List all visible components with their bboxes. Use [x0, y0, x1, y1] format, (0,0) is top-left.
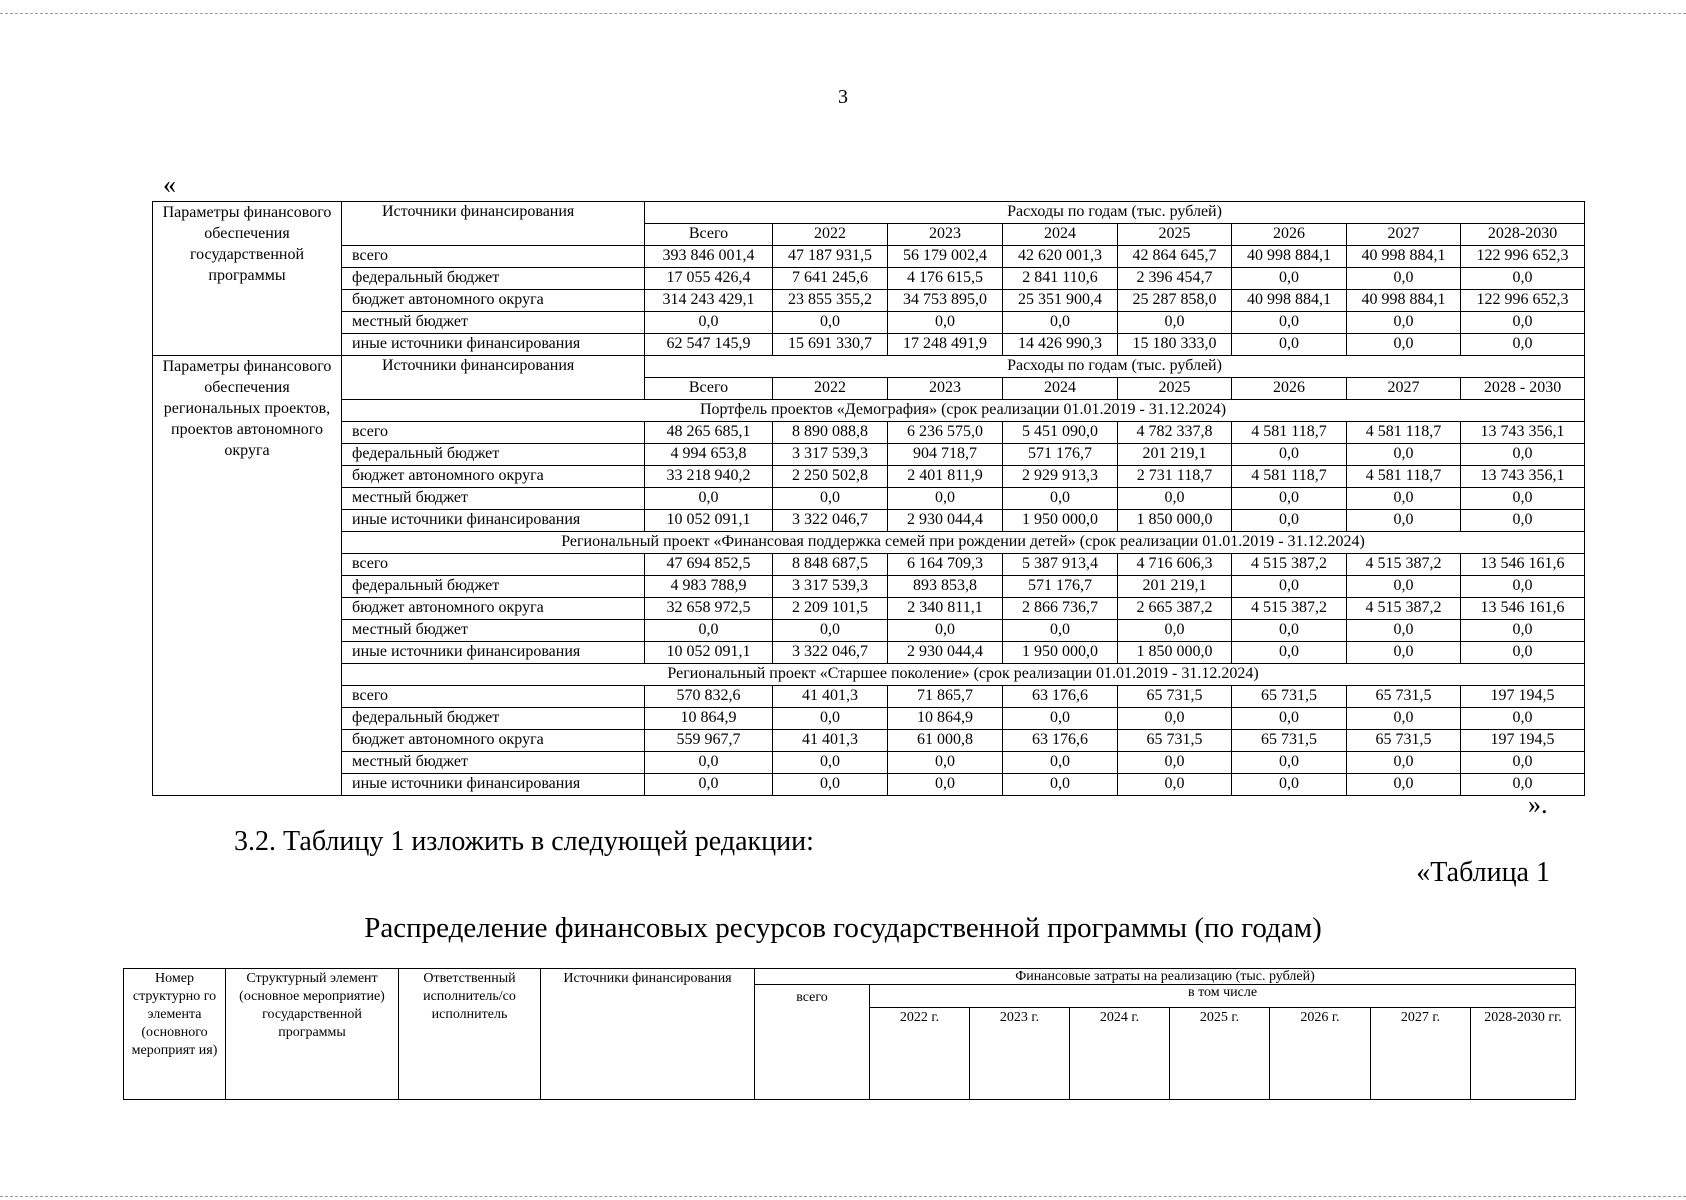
source-label: федеральный бюджет	[342, 268, 645, 290]
value-cell: 63 176,6	[1003, 686, 1118, 708]
table-row	[153, 488, 1585, 510]
table-row	[153, 752, 1585, 774]
value-cell: 0,0	[1461, 268, 1585, 290]
project-title: Региональный проект «Старшее поколение» (срок реализации 01.01.2019 - 31.12.2024)	[342, 664, 1585, 686]
value-cell: 41 401,3	[773, 730, 888, 752]
value-cell: 0,0	[1461, 444, 1585, 466]
col-costs-header: Финансовые затраты на реализацию (тыс. рублей)	[755, 969, 1576, 985]
value-cell: 893 853,8	[888, 576, 1003, 598]
instruction-text: 3.2. Таблицу 1 изложить в следующей редакции:	[234, 826, 814, 857]
value-cell: 13 546 161,6	[1461, 598, 1585, 620]
col-including-header: в том числе	[870, 985, 1576, 1008]
value-cell: 17 248 491,9	[888, 334, 1003, 356]
table-row	[153, 422, 1585, 444]
section1-year-header: 2023	[888, 224, 1003, 246]
value-cell: 4 994 653,8	[645, 444, 773, 466]
value-cell: 0,0	[1232, 510, 1347, 532]
table-row	[153, 466, 1585, 488]
source-label: федеральный бюджет	[342, 708, 645, 730]
section2-year-header: 2028 - 2030	[1461, 378, 1585, 400]
value-cell: 0,0	[1232, 312, 1347, 334]
value-cell: 0,0	[1347, 488, 1461, 510]
value-cell: 0,0	[1347, 620, 1461, 642]
value-cell: 2 929 913,3	[1003, 466, 1118, 488]
value-cell: 2 250 502,8	[773, 466, 888, 488]
value-cell: 0,0	[1118, 752, 1232, 774]
section1-param-label: Параметры финансового обеспечения государственной программы	[153, 202, 342, 356]
col-responsible-header: Ответственный исполнитель/со исполнитель	[399, 969, 541, 1100]
value-cell: 5 387 913,4	[1003, 554, 1118, 576]
value-cell: 4 983 788,9	[645, 576, 773, 598]
value-cell: 0,0	[1232, 334, 1347, 356]
value-cell: 13 743 356,1	[1461, 422, 1585, 444]
value-cell: 1 950 000,0	[1003, 510, 1118, 532]
value-cell: 4 515 387,2	[1232, 554, 1347, 576]
table-row	[153, 246, 1585, 268]
value-cell: 3 322 046,7	[773, 510, 888, 532]
value-cell: 0,0	[1347, 752, 1461, 774]
financing-parameters-table	[152, 201, 1585, 796]
project-title: Региональный проект «Финансовая поддержка семей при рождении детей» (срок реализации 01.01.2019 - 31.12.2024)	[342, 532, 1585, 554]
section1-year-header: 2022	[773, 224, 888, 246]
value-cell: 0,0	[1461, 576, 1585, 598]
value-cell: 197 194,5	[1461, 730, 1585, 752]
value-cell: 2 930 044,4	[888, 642, 1003, 664]
value-cell: 4 716 606,3	[1118, 554, 1232, 576]
table-row	[153, 312, 1585, 334]
value-cell: 65 731,5	[1118, 686, 1232, 708]
value-cell: 13 546 161,6	[1461, 554, 1585, 576]
table-number-label: «Таблица 1	[1416, 857, 1550, 888]
value-cell: 0,0	[1232, 642, 1347, 664]
value-cell: 570 832,6	[645, 686, 773, 708]
value-cell: 559 967,7	[645, 730, 773, 752]
value-cell: 571 176,7	[1003, 576, 1118, 598]
table-row	[153, 620, 1585, 642]
value-cell: 8 848 687,5	[773, 554, 888, 576]
value-cell: 0,0	[1118, 620, 1232, 642]
value-cell: 0,0	[1003, 774, 1118, 796]
value-cell: 0,0	[1347, 312, 1461, 334]
value-cell: 0,0	[1347, 576, 1461, 598]
value-cell: 34 753 895,0	[888, 290, 1003, 312]
value-cell: 0,0	[1003, 312, 1118, 334]
value-cell: 4 581 118,7	[1347, 466, 1461, 488]
source-label: всего	[342, 554, 645, 576]
value-cell: 314 243 429,1	[645, 290, 773, 312]
col-element-header: Структурный элемент (основное мероприятие) государственной программы	[226, 969, 399, 1100]
value-cell: 0,0	[1461, 642, 1585, 664]
section2-year-header: 2027	[1347, 378, 1461, 400]
value-cell: 3 322 046,7	[773, 642, 888, 664]
distribution-table-header	[123, 968, 1576, 1100]
page-number: 3	[838, 86, 848, 108]
value-cell: 62 547 145,9	[645, 334, 773, 356]
value-cell: 3 317 539,3	[773, 576, 888, 598]
value-cell: 2 866 736,7	[1003, 598, 1118, 620]
table-row	[153, 642, 1585, 664]
value-cell: 0,0	[1347, 708, 1461, 730]
section1-year-header: 2024	[1003, 224, 1118, 246]
section2-year-header: 2024	[1003, 378, 1118, 400]
value-cell: 0,0	[773, 774, 888, 796]
source-label: бюджет автономного округа	[342, 598, 645, 620]
table-row	[153, 268, 1585, 290]
value-cell: 61 000,8	[888, 730, 1003, 752]
value-cell: 4 515 387,2	[1347, 598, 1461, 620]
source-label: всего	[342, 422, 645, 444]
value-cell: 48 265 685,1	[645, 422, 773, 444]
value-cell: 42 864 645,7	[1118, 246, 1232, 268]
source-label: иные источники финансирования	[342, 510, 645, 532]
col-number-header: Номер структурно го элемента (основного мероприят ия)	[124, 969, 226, 1100]
table-row	[153, 708, 1585, 730]
value-cell: 0,0	[888, 752, 1003, 774]
value-cell: 0,0	[1461, 312, 1585, 334]
value-cell: 10 864,9	[888, 708, 1003, 730]
value-cell: 0,0	[1003, 488, 1118, 510]
value-cell: 0,0	[645, 488, 773, 510]
source-label: бюджет автономного округа	[342, 290, 645, 312]
table-row	[153, 686, 1585, 708]
project-title: Портфель проектов «Демография» (срок реализации 01.01.2019 - 31.12.2024)	[342, 400, 1585, 422]
value-cell: 0,0	[1347, 642, 1461, 664]
value-cell: 0,0	[1232, 268, 1347, 290]
value-cell: 47 694 852,5	[645, 554, 773, 576]
value-cell: 0,0	[1461, 334, 1585, 356]
section1-year-header: 2028-2030	[1461, 224, 1585, 246]
section2-param-label: Параметры финансового обеспечения региональных проектов, проектов автономного округа	[153, 356, 342, 796]
value-cell: 0,0	[1118, 488, 1232, 510]
value-cell: 65 731,5	[1347, 730, 1461, 752]
year-column-header: 2028-2030 гг.	[1471, 1008, 1576, 1100]
value-cell: 65 731,5	[1232, 686, 1347, 708]
value-cell: 0,0	[1461, 708, 1585, 730]
value-cell: 0,0	[888, 312, 1003, 334]
value-cell: 10 864,9	[645, 708, 773, 730]
value-cell: 40 998 884,1	[1232, 246, 1347, 268]
value-cell: 3 317 539,3	[773, 444, 888, 466]
year-column-header: 2023 г.	[970, 1008, 1070, 1100]
value-cell: 1 850 000,0	[1118, 642, 1232, 664]
section1-year-header: Всего	[645, 224, 773, 246]
value-cell: 0,0	[1347, 774, 1461, 796]
value-cell: 0,0	[1003, 752, 1118, 774]
value-cell: 571 176,7	[1003, 444, 1118, 466]
section1-expenses-header: Расходы по годам (тыс. рублей)	[645, 202, 1585, 224]
source-label: иные источники финансирования	[342, 642, 645, 664]
value-cell: 122 996 652,3	[1461, 290, 1585, 312]
value-cell: 40 998 884,1	[1347, 246, 1461, 268]
source-label: иные источники финансирования	[342, 334, 645, 356]
value-cell: 0,0	[1003, 620, 1118, 642]
section2-year-header: 2026	[1232, 378, 1347, 400]
value-cell: 25 351 900,4	[1003, 290, 1118, 312]
section1-sources-header: Источники финансирования	[342, 202, 645, 246]
value-cell: 42 620 001,3	[1003, 246, 1118, 268]
section2-year-header: Всего	[645, 378, 773, 400]
value-cell: 23 855 355,2	[773, 290, 888, 312]
value-cell: 0,0	[773, 752, 888, 774]
table-row	[153, 444, 1585, 466]
value-cell: 0,0	[1347, 444, 1461, 466]
col-sources-header: Источники финансирования	[541, 969, 755, 1100]
source-label: всего	[342, 686, 645, 708]
value-cell: 5 451 090,0	[1003, 422, 1118, 444]
value-cell: 65 731,5	[1347, 686, 1461, 708]
value-cell: 0,0	[1461, 620, 1585, 642]
table-row	[153, 598, 1585, 620]
value-cell: 0,0	[1003, 708, 1118, 730]
value-cell: 7 641 245,6	[773, 268, 888, 290]
value-cell: 32 658 972,5	[645, 598, 773, 620]
source-label: федеральный бюджет	[342, 444, 645, 466]
value-cell: 0,0	[645, 774, 773, 796]
value-cell: 393 846 001,4	[645, 246, 773, 268]
value-cell: 2 841 110,6	[1003, 268, 1118, 290]
source-label: бюджет автономного округа	[342, 730, 645, 752]
value-cell: 0,0	[645, 620, 773, 642]
table-row	[153, 510, 1585, 532]
value-cell: 0,0	[1232, 620, 1347, 642]
value-cell: 0,0	[773, 312, 888, 334]
value-cell: 10 052 091,1	[645, 642, 773, 664]
value-cell: 2 731 118,7	[1118, 466, 1232, 488]
value-cell: 2 209 101,5	[773, 598, 888, 620]
value-cell: 0,0	[1118, 774, 1232, 796]
year-column-header: 2025 г.	[1170, 1008, 1270, 1100]
value-cell: 10 052 091,1	[645, 510, 773, 532]
table-row	[153, 576, 1585, 598]
value-cell: 4 581 118,7	[1232, 422, 1347, 444]
value-cell: 65 731,5	[1232, 730, 1347, 752]
source-label: бюджет автономного округа	[342, 466, 645, 488]
year-column-header: 2027 г.	[1371, 1008, 1471, 1100]
section1-year-header: 2027	[1347, 224, 1461, 246]
value-cell: 1 950 000,0	[1003, 642, 1118, 664]
value-cell: 17 055 426,4	[645, 268, 773, 290]
value-cell: 4 515 387,2	[1232, 598, 1347, 620]
value-cell: 47 187 931,5	[773, 246, 888, 268]
opening-quote: «	[163, 170, 176, 199]
value-cell: 14 426 990,3	[1003, 334, 1118, 356]
value-cell: 2 930 044,4	[888, 510, 1003, 532]
value-cell: 40 998 884,1	[1347, 290, 1461, 312]
value-cell: 201 219,1	[1118, 444, 1232, 466]
section2-year-header: 2022	[773, 378, 888, 400]
value-cell: 4 581 118,7	[1347, 422, 1461, 444]
value-cell: 0,0	[773, 488, 888, 510]
section1-year-header: 2026	[1232, 224, 1347, 246]
section2-expenses-header: Расходы по годам (тыс. рублей)	[645, 356, 1585, 378]
value-cell: 122 996 652,3	[1461, 246, 1585, 268]
value-cell: 0,0	[888, 774, 1003, 796]
value-cell: 4 782 337,8	[1118, 422, 1232, 444]
value-cell: 0,0	[888, 620, 1003, 642]
section2-year-header: 2025	[1118, 378, 1232, 400]
scan-edge-bottom	[0, 1196, 1686, 1197]
value-cell: 0,0	[888, 488, 1003, 510]
value-cell: 15 691 330,7	[773, 334, 888, 356]
value-cell: 0,0	[1461, 510, 1585, 532]
value-cell: 40 998 884,1	[1232, 290, 1347, 312]
scan-edge-top	[0, 13, 1686, 14]
value-cell: 41 401,3	[773, 686, 888, 708]
value-cell: 0,0	[1232, 488, 1347, 510]
value-cell: 2 396 454,7	[1118, 268, 1232, 290]
value-cell: 6 164 709,3	[888, 554, 1003, 576]
value-cell: 25 287 858,0	[1118, 290, 1232, 312]
section2-sources-header: Источники финансирования	[342, 356, 645, 400]
value-cell: 0,0	[773, 620, 888, 642]
value-cell: 13 743 356,1	[1461, 466, 1585, 488]
value-cell: 904 718,7	[888, 444, 1003, 466]
value-cell: 0,0	[1118, 708, 1232, 730]
value-cell: 15 180 333,0	[1118, 334, 1232, 356]
value-cell: 0,0	[1118, 312, 1232, 334]
col-total-header: всего	[755, 985, 870, 1100]
year-column-header: 2024 г.	[1070, 1008, 1170, 1100]
value-cell: 0,0	[1461, 774, 1585, 796]
value-cell: 0,0	[1232, 708, 1347, 730]
closing-quote: ».	[1528, 790, 1548, 819]
value-cell: 56 179 002,4	[888, 246, 1003, 268]
value-cell: 0,0	[645, 312, 773, 334]
value-cell: 201 219,1	[1118, 576, 1232, 598]
value-cell: 197 194,5	[1461, 686, 1585, 708]
value-cell: 2 340 811,1	[888, 598, 1003, 620]
value-cell: 0,0	[1232, 576, 1347, 598]
source-label: местный бюджет	[342, 488, 645, 510]
source-label: местный бюджет	[342, 312, 645, 334]
table-row	[153, 554, 1585, 576]
table-row	[153, 774, 1585, 796]
section1-year-header: 2025	[1118, 224, 1232, 246]
year-column-header: 2022 г.	[870, 1008, 970, 1100]
value-cell: 8 890 088,8	[773, 422, 888, 444]
source-label: местный бюджет	[342, 752, 645, 774]
value-cell: 1 850 000,0	[1118, 510, 1232, 532]
value-cell: 0,0	[1461, 488, 1585, 510]
value-cell: 0,0	[773, 708, 888, 730]
source-label: федеральный бюджет	[342, 576, 645, 598]
value-cell: 0,0	[1232, 444, 1347, 466]
value-cell: 63 176,6	[1003, 730, 1118, 752]
table-row	[153, 334, 1585, 356]
year-column-header: 2026 г.	[1270, 1008, 1371, 1100]
value-cell: 0,0	[1461, 752, 1585, 774]
value-cell: 0,0	[1347, 510, 1461, 532]
value-cell: 0,0	[1232, 774, 1347, 796]
value-cell: 0,0	[645, 752, 773, 774]
value-cell: 71 865,7	[888, 686, 1003, 708]
value-cell: 4 581 118,7	[1232, 466, 1347, 488]
value-cell: 6 236 575,0	[888, 422, 1003, 444]
value-cell: 65 731,5	[1118, 730, 1232, 752]
section2-year-header: 2023	[888, 378, 1003, 400]
source-label: иные источники финансирования	[342, 774, 645, 796]
value-cell: 0,0	[1347, 268, 1461, 290]
source-label: местный бюджет	[342, 620, 645, 642]
value-cell: 0,0	[1347, 334, 1461, 356]
value-cell: 33 218 940,2	[645, 466, 773, 488]
table-row	[153, 290, 1585, 312]
value-cell: 2 665 387,2	[1118, 598, 1232, 620]
value-cell: 2 401 811,9	[888, 466, 1003, 488]
value-cell: 4 176 615,5	[888, 268, 1003, 290]
value-cell: 4 515 387,2	[1347, 554, 1461, 576]
distribution-title: Распределение финансовых ресурсов государственной программы (по годам)	[364, 912, 1322, 944]
value-cell: 0,0	[1232, 752, 1347, 774]
table-row	[153, 730, 1585, 752]
source-label: всего	[342, 246, 645, 268]
